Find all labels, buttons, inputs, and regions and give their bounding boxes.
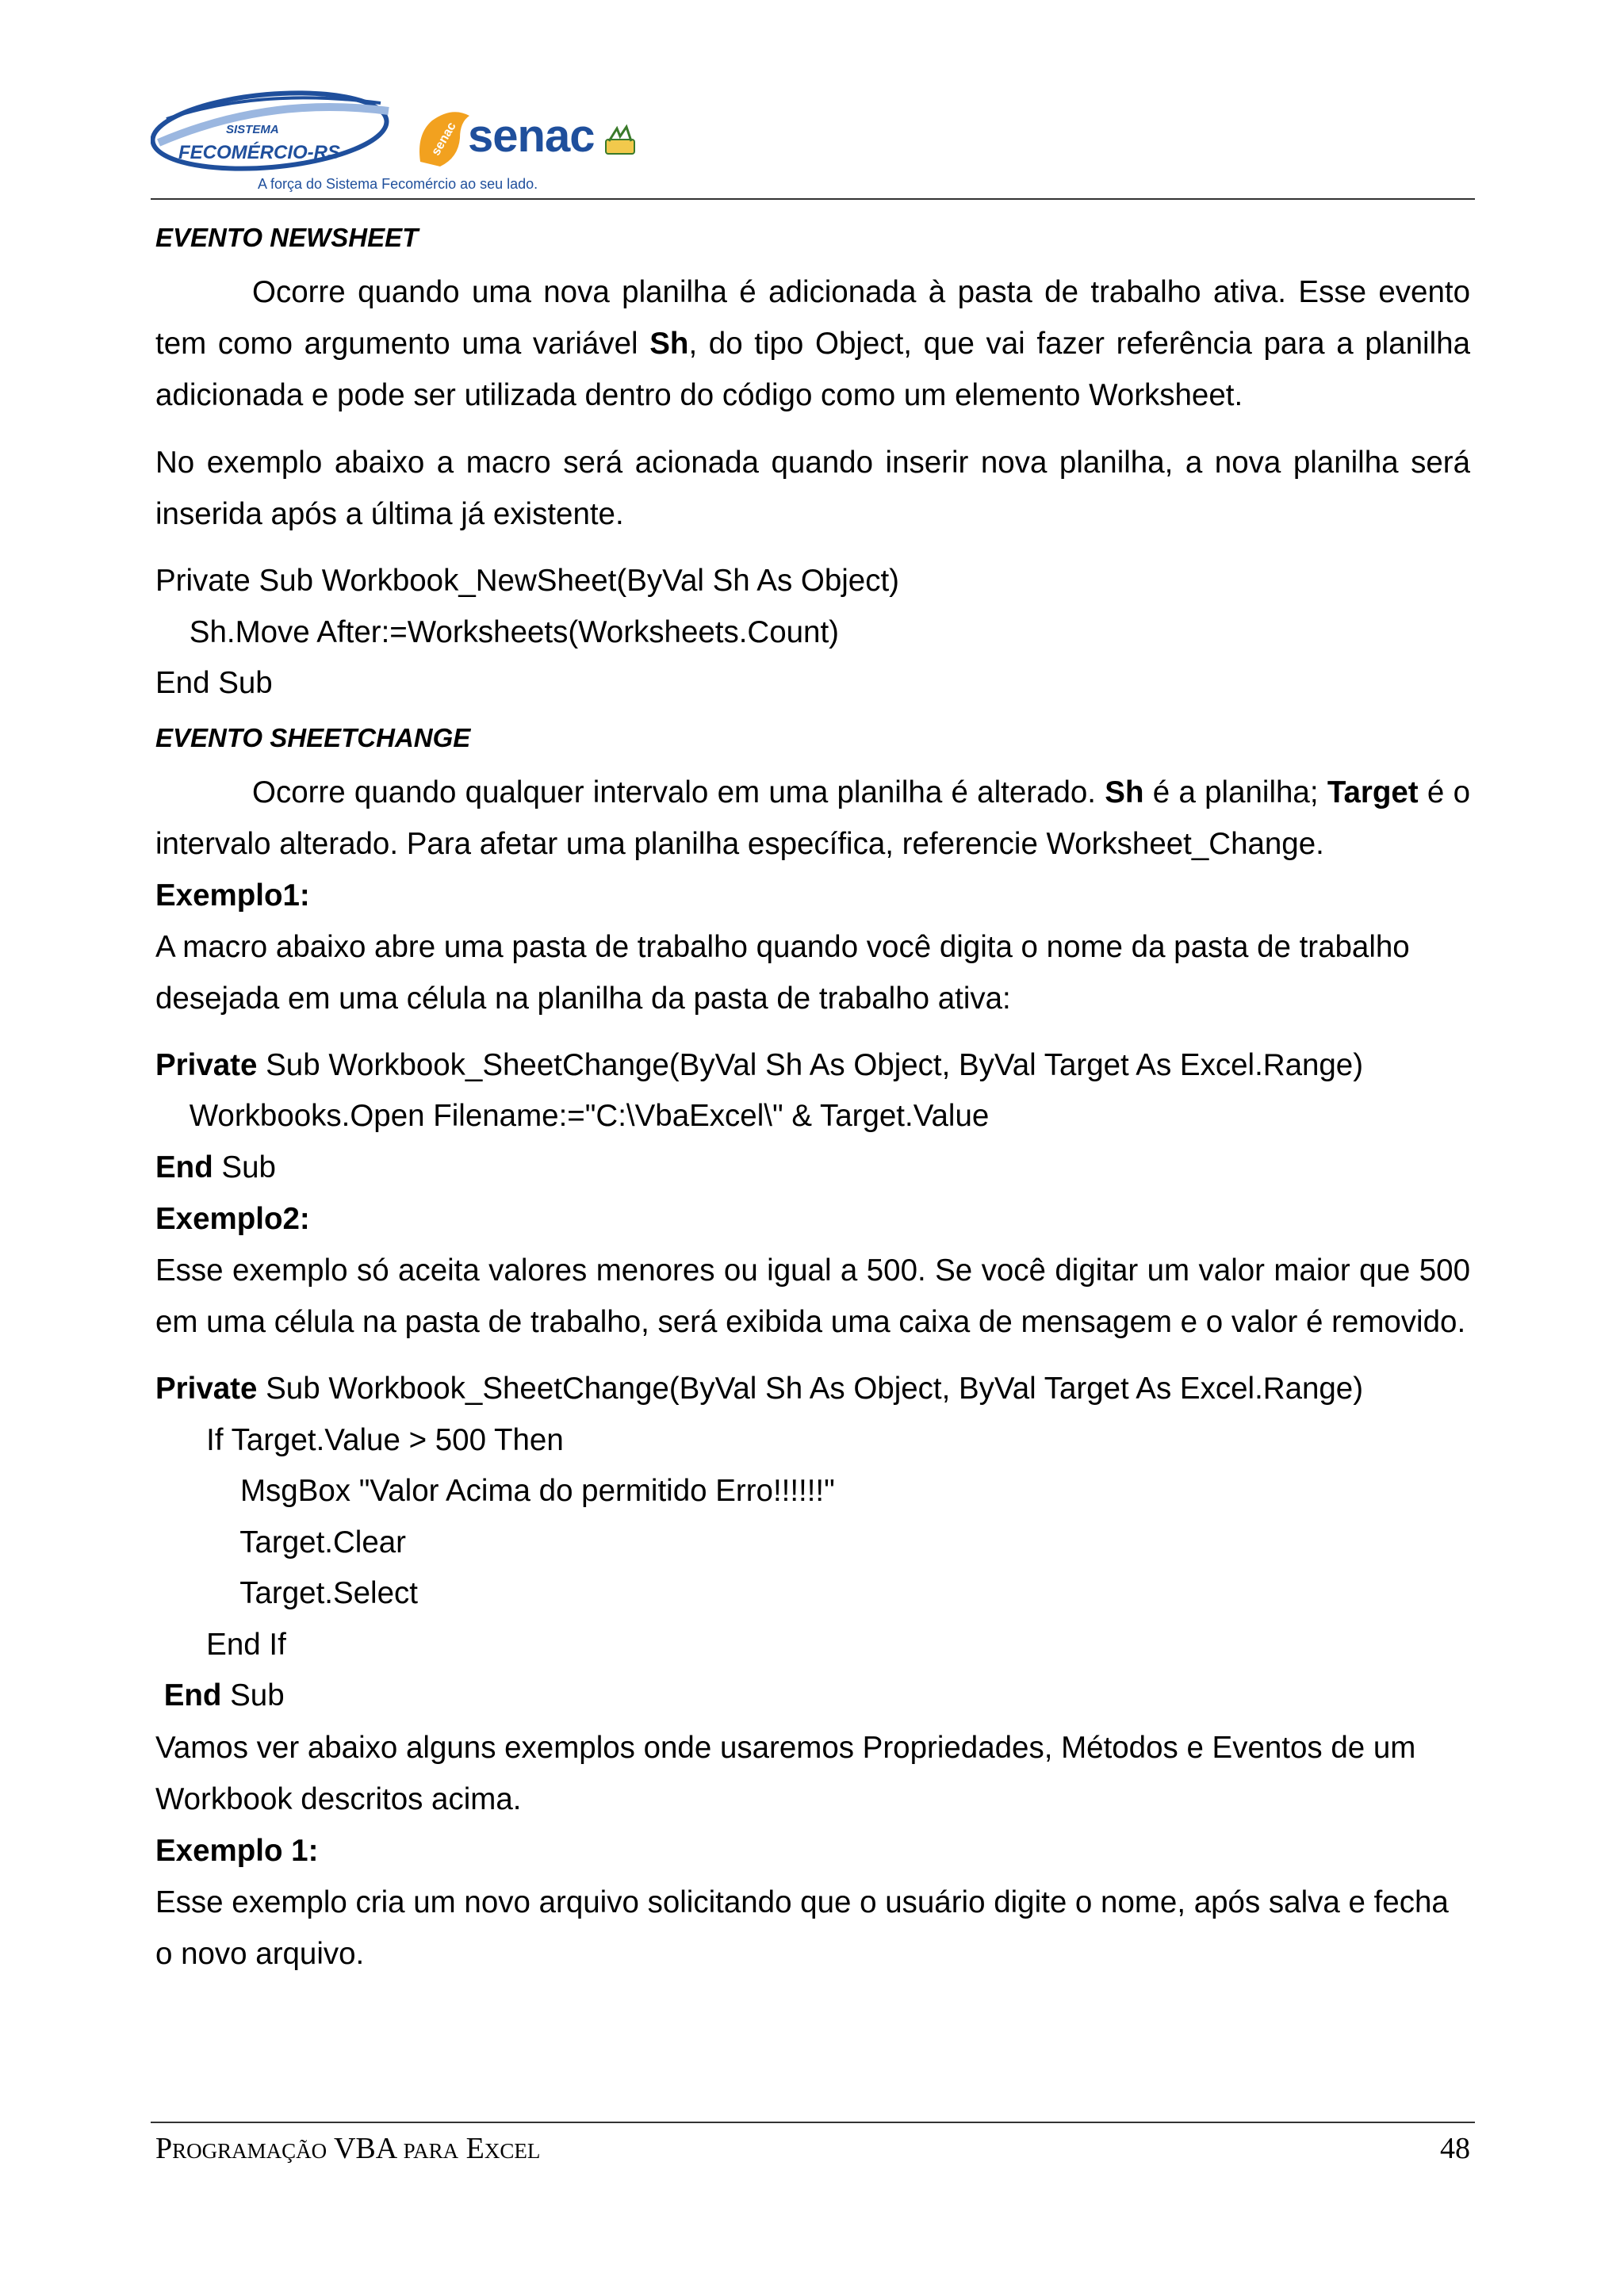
senac-badge-text: senac bbox=[429, 120, 459, 159]
paragraph-newsheet-example: No exemplo abaixo a macro será acionada quando inserir nova planilha, a nova planilha será inserida após a última já existente. bbox=[155, 446, 1470, 531]
header-divider bbox=[151, 198, 1475, 200]
paragraph-newsheet-description: Ocorre quando uma nova planilha é adicionada à pasta de trabalho ativa. Esse evento tem como argumento uma variável Sh, do tipo Object, que vai fazer referência para a planilha adicionada e pode ser utilizada dentro do código como um elemento Worksheet. bbox=[155, 275, 1470, 412]
code-line: Private Sub Workbook_SheetChange(ByVal Sh As Object, ByVal Target As Excel.Range) bbox=[155, 1372, 1364, 1406]
header-tagline: A força do Sistema Fecomércio ao seu lado. bbox=[258, 176, 538, 192]
code-line: Workbooks.Open Filename:="C:\VbaExcel\" & Target.Value bbox=[155, 1099, 990, 1133]
example1-description: A macro abaixo abre uma pasta de trabalho quando você digita o nome da pasta de trabalho desejada em uma célula na planilha da pasta de trabalho ativa: bbox=[155, 929, 1410, 1016]
code-line: MsgBox "Valor Acima do permitido Erro!!!!!!" bbox=[155, 1474, 835, 1508]
code-block-newsheet bbox=[155, 556, 1470, 710]
senac-logo-text: senac bbox=[468, 110, 595, 162]
heading-evento-sheetchange: EVENTO SHEETCHANGE bbox=[155, 722, 471, 752]
code-line: Private Sub Workbook_SheetChange(ByVal Sh As Object, ByVal Target As Excel.Range) bbox=[155, 1047, 1364, 1082]
code-line: End Sub bbox=[155, 666, 273, 700]
code-line: End Sub bbox=[155, 1678, 285, 1712]
paragraph-workbook-examples-intro: Vamos ver abaixo alguns exemplos onde usaremos Propriedades, Métodos e Eventos de um Workbook descritos acima. bbox=[155, 1730, 1416, 1816]
code-line: End If bbox=[155, 1627, 286, 1662]
heading-evento-newsheet: EVENTO NEWSHEET bbox=[155, 223, 419, 252]
code-line: End Sub bbox=[155, 1150, 276, 1184]
footer-divider bbox=[151, 2122, 1475, 2123]
paragraph-sheetchange-description: Ocorre quando qualquer intervalo em uma planilha é alterado. Sh é a planilha; Target é o intervalo alterado. Para afetar uma planilha específica, referencie Worksheet_Change. bbox=[155, 775, 1470, 861]
code-line: If Target.Value > 500 Then bbox=[155, 1422, 564, 1457]
example1-title: Exemplo1: bbox=[155, 878, 310, 913]
code-block-example2 bbox=[155, 1364, 1470, 1722]
fecomercio-logo-top: SISTEMA bbox=[226, 123, 279, 136]
page-content bbox=[155, 220, 1470, 1980]
code-line: Sh.Move After:=Worksheets(Worksheets.Count) bbox=[155, 614, 839, 649]
code-line: Target.Clear bbox=[155, 1525, 406, 1559]
code-line: Target.Select bbox=[155, 1576, 418, 1610]
example2-description: Esse exemplo só aceita valores menores ou igual a 500. Se você digitar um valor maior que 500 em uma célula na pasta de trabalho, será exibida uma caixa de mensagem e o valor é removido. bbox=[155, 1253, 1470, 1339]
footer-page-number: 48 bbox=[1440, 2132, 1470, 2165]
example3-title: Exemplo 1: bbox=[155, 1833, 319, 1868]
senac-logo-mark bbox=[412, 106, 476, 170]
page-header bbox=[151, 87, 1475, 200]
example3-description: Esse exemplo cria um novo arquivo solicitando que o usuário digite o nome, após salva e fecha o novo arquivo. bbox=[155, 1885, 1449, 1971]
code-block-example1 bbox=[155, 1040, 1470, 1194]
senac-seal-icon bbox=[603, 124, 638, 159]
fecomercio-logo-name: FECOMÉRCIO-RS bbox=[178, 142, 340, 163]
fecomercio-logo bbox=[151, 87, 404, 190]
code-line: Private Sub Workbook_NewSheet(ByVal Sh As Object) bbox=[155, 564, 899, 598]
example2-title: Exemplo2: bbox=[155, 1202, 310, 1236]
footer-document-title: Programação VBA para Excel bbox=[155, 2132, 541, 2165]
